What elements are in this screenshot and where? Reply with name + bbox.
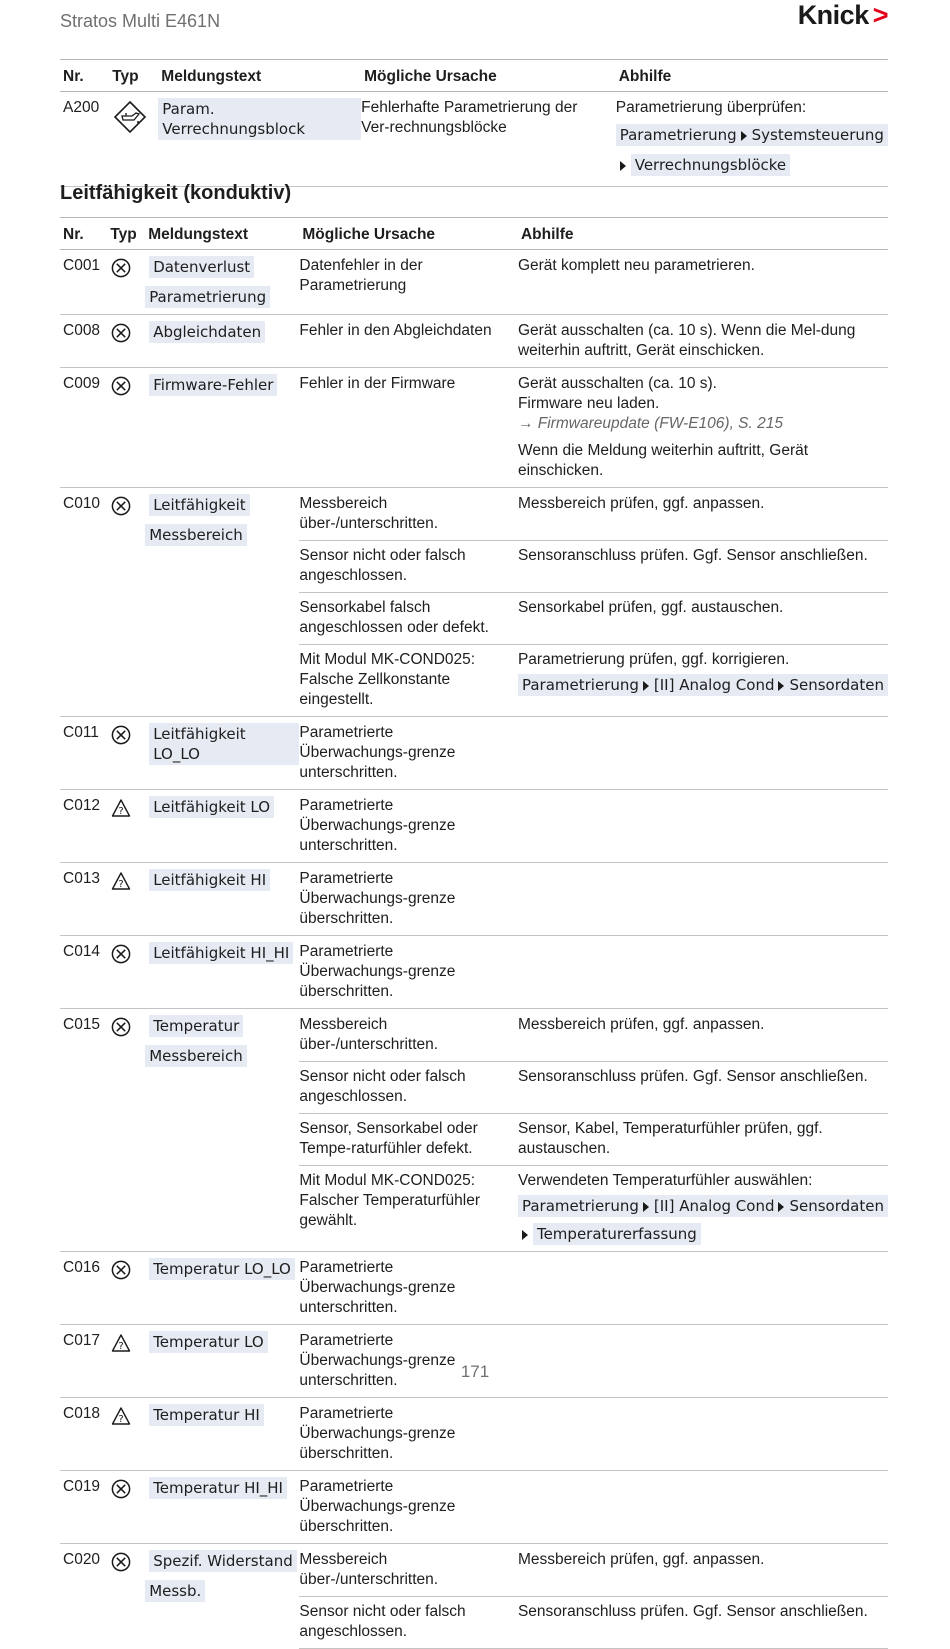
message-number: C012 bbox=[60, 790, 107, 863]
failure-x-icon bbox=[111, 1260, 131, 1280]
menu-item-parametrierung: Parametrierung bbox=[619, 126, 737, 144]
menu-item-sensordaten: Sensordaten bbox=[789, 1197, 884, 1215]
document-title: Stratos Multi E461N bbox=[60, 11, 221, 31]
menu-arrow-icon bbox=[620, 161, 626, 171]
failure-x-icon bbox=[111, 725, 131, 745]
menu-arrow-icon bbox=[522, 1230, 528, 1240]
table-row bbox=[60, 936, 888, 1009]
message-text: Temperatur HI_HI bbox=[149, 1477, 287, 1499]
cause: Sensorkabel falsch angeschlossen oder defekt. bbox=[299, 593, 518, 645]
logo-chevron-icon: > bbox=[872, 0, 888, 30]
cause: Mit Modul MK-COND025: Falscher Temperaturfühler gewählt. bbox=[299, 1166, 518, 1252]
menu-arrow-icon bbox=[778, 1202, 784, 1212]
menu-item-analog-cond: [II] Analog Cond bbox=[653, 676, 775, 694]
menu-item-systemsteuerung: Systemsteuerung bbox=[751, 126, 884, 144]
conductivity-table bbox=[60, 217, 888, 1649]
col-header-nr: Nr. bbox=[60, 60, 109, 92]
menu-item-verrechnungsbloecke[interactable]: Verrechnungsblöcke bbox=[631, 154, 790, 176]
message-text-2: Parametrierung bbox=[145, 286, 270, 308]
cause: Parametrierte Überwachungs-grenze unterschritten. bbox=[299, 790, 518, 863]
warning-triangle-icon bbox=[111, 1333, 131, 1353]
table-row bbox=[60, 1544, 888, 1597]
col-header-abhilfe: Abhilfe bbox=[518, 218, 888, 250]
table-row bbox=[60, 1398, 888, 1471]
maintenance-oilcan-icon bbox=[113, 100, 147, 134]
remedy-line: Firmware neu laden. bbox=[517, 395, 660, 412]
cause: Parametrierte Überwachungs-grenze unterschritten. bbox=[299, 717, 518, 790]
cause: Sensor, Sensorkabel oder Tempe-raturfühler defekt. bbox=[299, 1114, 518, 1166]
message-text: Param. Verrechnungsblock bbox=[158, 98, 361, 140]
cause: Mit Modul MK-COND025: Falsche Zellkonstante eingestellt. bbox=[299, 645, 518, 717]
message-text: Leitfähigkeit HI_HI bbox=[149, 942, 293, 964]
remedy-cell bbox=[518, 1166, 888, 1252]
message-text: Temperatur LO bbox=[149, 1331, 268, 1353]
message-text: Leitfähigkeit HI bbox=[149, 869, 270, 891]
menu-item-parametrierung: Parametrierung bbox=[521, 1197, 639, 1215]
col-header-meldungstext: Meldungstext bbox=[158, 60, 361, 92]
message-number: C020 bbox=[63, 1551, 101, 1568]
remedy-cell bbox=[616, 92, 888, 187]
message-text: Leitfähigkeit LO_LO bbox=[149, 723, 299, 765]
remedy: Messbereich prüfen, ggf. anpassen. bbox=[518, 1009, 888, 1062]
cause: Parametrierte Überwachungs-grenze überschritten. bbox=[299, 863, 518, 936]
table-row bbox=[60, 368, 888, 488]
cause: Parametrierte Überwachungs-grenze unterschritten. bbox=[299, 1325, 518, 1398]
cause: Messbereich über-/unterschritten. bbox=[299, 488, 518, 541]
menu-item-sensordaten: Sensordaten bbox=[789, 676, 884, 694]
remedy-cell bbox=[518, 368, 888, 488]
cause: Parametrierte Überwachungs-grenze überschritten. bbox=[299, 1398, 518, 1471]
warning-triangle-icon bbox=[111, 1406, 131, 1426]
knick-logo bbox=[797, 0, 888, 30]
cause: Sensor nicht oder falsch angeschlossen. bbox=[299, 541, 518, 593]
col-header-abhilfe: Abhilfe bbox=[616, 60, 888, 92]
message-number: C016 bbox=[60, 1252, 107, 1325]
failure-x-icon bbox=[111, 323, 131, 343]
remedy-text: Parametrierung überprüfen: bbox=[615, 99, 807, 116]
cause: Fehlerhafte Parametrierung der Ver-rechnungsblöcke bbox=[361, 92, 616, 187]
cause: Datenfehler in der Parametrierung bbox=[299, 250, 518, 315]
col-header-nr: Nr. bbox=[60, 218, 107, 250]
message-text: Datenverlust bbox=[149, 256, 254, 278]
table-row bbox=[60, 488, 888, 541]
cause: Parametrierte Überwachungs-grenze überschritten. bbox=[299, 936, 518, 1009]
menu-arrow-icon bbox=[741, 131, 747, 141]
failure-x-icon bbox=[111, 376, 131, 396]
failure-x-icon bbox=[111, 1479, 131, 1499]
menu-item-temperaturerfassung[interactable]: Temperaturerfassung bbox=[533, 1223, 701, 1245]
message-text-2: Messb. bbox=[145, 1580, 205, 1602]
message-number: C013 bbox=[60, 863, 107, 936]
message-number: A200 bbox=[60, 92, 109, 187]
cause: Fehler in den Abgleichdaten bbox=[299, 315, 518, 368]
remedy-line: Gerät ausschalten (ca. 10 s). bbox=[517, 375, 717, 392]
cause: Fehler in der Firmware bbox=[299, 368, 518, 488]
message-text: Spezif. Widerstand bbox=[149, 1550, 297, 1572]
message-text: Leitfähigkeit LO bbox=[149, 796, 274, 818]
message-number: C011 bbox=[60, 717, 107, 790]
table-row bbox=[60, 92, 888, 187]
message-text-2: Messbereich bbox=[145, 1045, 247, 1067]
menu-item-parametrierung: Parametrierung bbox=[521, 676, 639, 694]
message-number: C019 bbox=[60, 1471, 107, 1544]
message-text: Abgleichdaten bbox=[149, 321, 265, 343]
col-header-meldungstext: Meldungstext bbox=[145, 218, 299, 250]
remedy-text: Parametrierung prüfen, ggf. korrigieren. bbox=[517, 651, 790, 668]
maintenance-table bbox=[60, 59, 888, 187]
message-text: Temperatur bbox=[149, 1015, 243, 1037]
failure-x-icon bbox=[111, 944, 131, 964]
col-header-ursache: Mögliche Ursache bbox=[361, 60, 616, 92]
cause: Parametrierte Überwachungs-grenze unterschritten. bbox=[299, 1252, 518, 1325]
table-row bbox=[60, 790, 888, 863]
message-number: C010 bbox=[60, 488, 107, 717]
message-text-cell bbox=[158, 92, 361, 187]
menu-path-box[interactable] bbox=[518, 674, 888, 696]
message-text: Leitfähigkeit bbox=[149, 494, 249, 516]
remedy-line: Wenn die Meldung weiterhin auftritt, Gerät einschicken. bbox=[517, 442, 809, 479]
col-header-ursache: Mögliche Ursache bbox=[299, 218, 518, 250]
failure-x-icon bbox=[111, 1552, 131, 1572]
message-number: C017 bbox=[60, 1325, 107, 1398]
message-number: C009 bbox=[60, 368, 107, 488]
page-number: 171 bbox=[460, 1362, 490, 1381]
table-row bbox=[60, 1471, 888, 1544]
cause: Sensor nicht oder falsch angeschlossen. bbox=[299, 1597, 518, 1649]
menu-arrow-icon bbox=[643, 681, 649, 691]
table-row bbox=[60, 315, 888, 368]
cause: Parametrierte Überwachungs-grenze überschritten. bbox=[299, 1471, 518, 1544]
cause: Messbereich über-/unterschritten. bbox=[299, 1009, 518, 1062]
remedy: Sensoranschluss prüfen. Ggf. Sensor anschließen. bbox=[518, 1062, 888, 1114]
menu-path bbox=[518, 1221, 888, 1245]
failure-x-icon bbox=[111, 1017, 131, 1037]
cause: Messbereich über-/unterschritten. bbox=[299, 1544, 518, 1597]
remedy: Sensoranschluss prüfen. Ggf. Sensor anschließen. bbox=[518, 541, 888, 593]
menu-path bbox=[616, 150, 888, 180]
table-row bbox=[60, 250, 888, 315]
failure-x-icon bbox=[111, 496, 131, 516]
table-row bbox=[60, 1009, 888, 1062]
message-number: C015 bbox=[60, 1009, 107, 1252]
message-text: Firmware-Fehler bbox=[149, 374, 277, 396]
logo-text: Knick bbox=[797, 0, 869, 30]
remedy-cell bbox=[518, 645, 888, 717]
remedy: Gerät komplett neu parametrieren. bbox=[518, 250, 888, 315]
col-header-typ: Typ bbox=[109, 60, 158, 92]
menu-path-box[interactable] bbox=[518, 1195, 888, 1217]
remedy: Gerät ausschalten (ca. 10 s). Wenn die Mel-dung weiterhin auftritt, Gerät einschicken. bbox=[518, 315, 888, 368]
message-number: C008 bbox=[60, 315, 107, 368]
table-row bbox=[60, 717, 888, 790]
menu-item-analog-cond: [II] Analog Cond bbox=[653, 1197, 775, 1215]
remedy: Messbereich prüfen, ggf. anpassen. bbox=[518, 1544, 888, 1597]
col-header-typ: Typ bbox=[107, 218, 145, 250]
table-row bbox=[60, 1252, 888, 1325]
firmware-update-link[interactable]: → Firmwareupdate (FW-E106), S. 215 bbox=[517, 415, 783, 432]
failure-x-icon bbox=[111, 258, 131, 278]
warning-triangle-icon bbox=[111, 798, 131, 818]
message-number: C014 bbox=[60, 936, 107, 1009]
menu-path bbox=[616, 120, 888, 150]
message-text: Temperatur HI bbox=[149, 1404, 264, 1426]
remedy: Messbereich prüfen, ggf. anpassen. bbox=[518, 488, 888, 541]
menu-arrow-icon bbox=[643, 1202, 649, 1212]
remedy: Sensor, Kabel, Temperaturfühler prüfen, ggf. austauschen. bbox=[518, 1114, 888, 1166]
message-number: C001 bbox=[60, 250, 107, 315]
menu-path-box[interactable] bbox=[616, 124, 888, 146]
remedy: Sensorkabel prüfen, ggf. austauschen. bbox=[518, 593, 888, 645]
table-row bbox=[60, 863, 888, 936]
remedy: Sensoranschluss prüfen. Ggf. Sensor anschließen. bbox=[518, 1597, 888, 1649]
menu-arrow-icon bbox=[778, 681, 784, 691]
section-title: Leitfähigkeit (konduktiv) bbox=[60, 182, 292, 204]
remedy-text: Verwendeten Temperaturfühler auswählen: bbox=[517, 1172, 813, 1189]
type-cell bbox=[109, 92, 158, 187]
message-text-2: Messbereich bbox=[145, 524, 247, 546]
cause: Sensor nicht oder falsch angeschlossen. bbox=[299, 1062, 518, 1114]
message-text: Temperatur LO_LO bbox=[149, 1258, 295, 1280]
warning-triangle-icon bbox=[111, 871, 131, 891]
message-number: C018 bbox=[60, 1398, 107, 1471]
